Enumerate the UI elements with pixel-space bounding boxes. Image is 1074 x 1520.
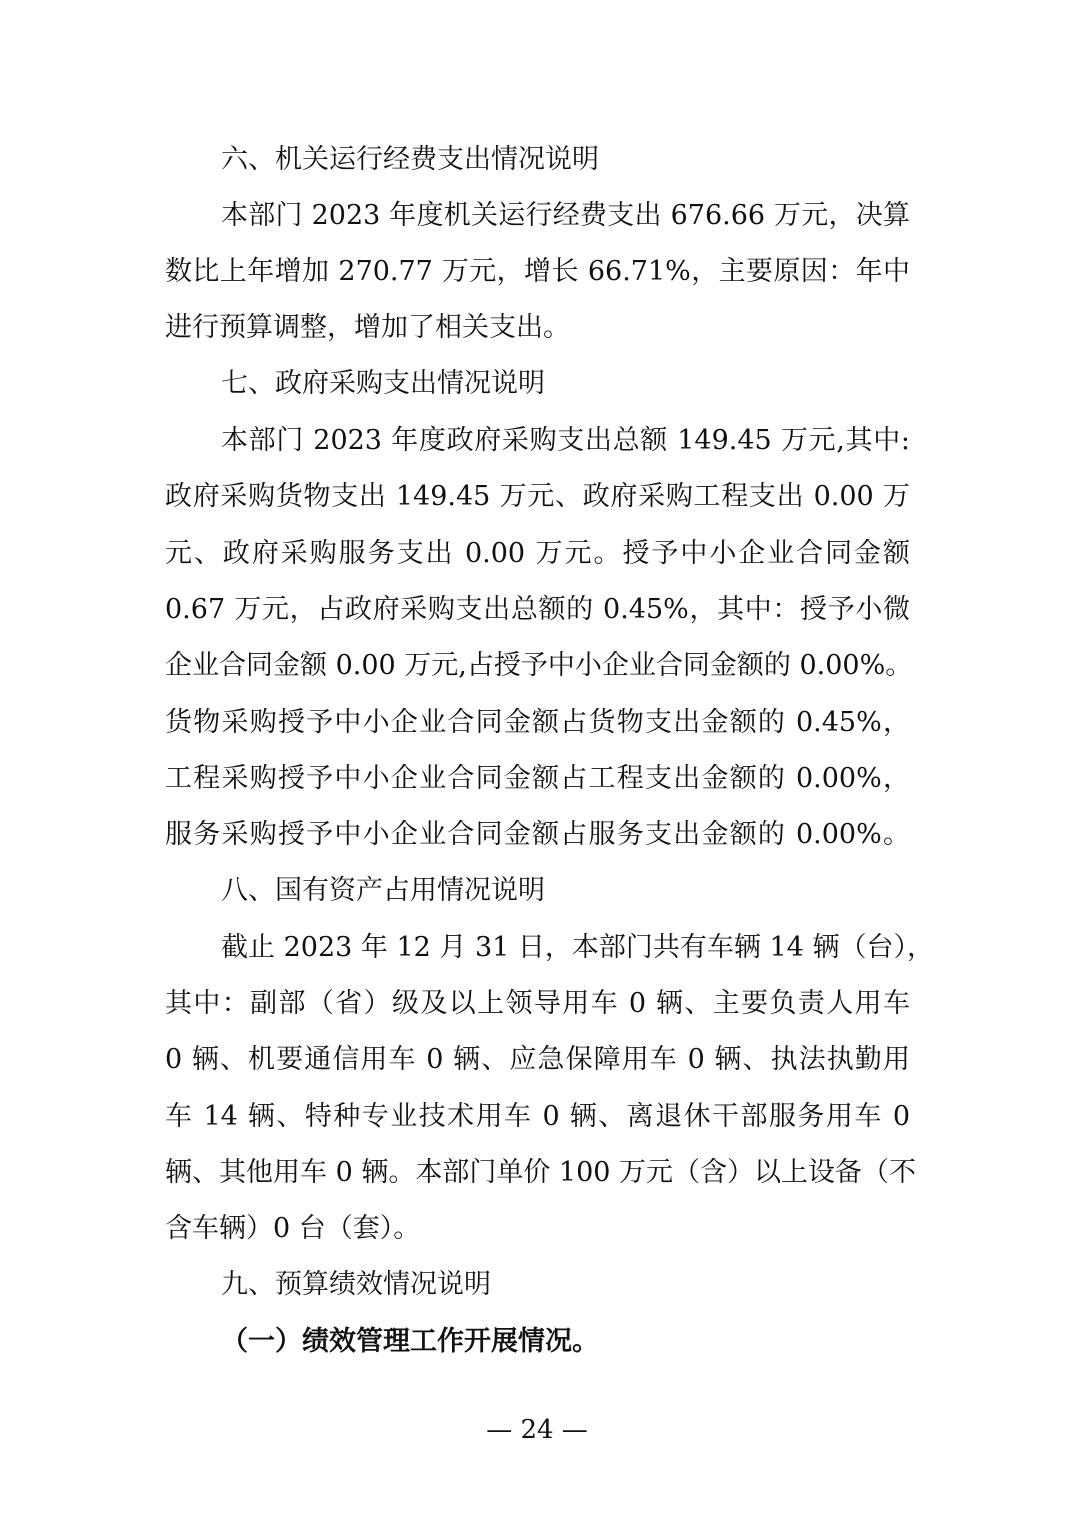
paragraph-line: 含车辆）0 台（套）。 (165, 1213, 421, 1244)
paragraph-line: 工程采购授予中小企业合同金额占工程支出金额的 0.00%， (165, 763, 910, 794)
paragraph-line: 车 14 辆、特种专业技术用车 0 辆、离退休干部服务用车 0 (165, 1101, 910, 1132)
paragraph-line: 本部门 2023 年度政府采购支出总额 149.45 万元,其中: (221, 425, 910, 456)
subsection-heading: （一）绩效管理工作开展情况。 (221, 1326, 599, 1357)
paragraph-line: 企业合同金额 0.00 万元,占授予中小企业合同金额的 0.00%。 (165, 650, 913, 681)
section-heading: 七、政府采购支出情况说明 (221, 368, 545, 399)
paragraph-line: 数比上年增加 270.77 万元，增长 66.71%，主要原因：年中 (165, 256, 910, 287)
paragraph-line: 元、政府采购服务支出 0.00 万元。授予中小企业合同金额 (165, 538, 910, 569)
section-heading: 六、机关运行经费支出情况说明 (221, 144, 599, 175)
section-heading: 九、预算绩效情况说明 (221, 1269, 491, 1300)
paragraph-line: 截止 2023 年 12 月 31 日，本部门共有车辆 14 辆（台）， (221, 932, 934, 963)
paragraph-line: 0 辆、机要通信用车 0 辆、应急保障用车 0 辆、执法执勤用 (165, 1044, 910, 1075)
paragraph-line: 辆、其他用车 0 辆。本部门单价 100 万元（含）以上设备（不 (165, 1157, 917, 1188)
paragraph-line: 其中：副部（省）级及以上领导用车 0 辆、主要负责人用车 (165, 988, 910, 1019)
paragraph-line: 服务采购授予中小企业合同金额占服务支出金额的 0.00%。 (165, 819, 910, 850)
paragraph-line: 货物采购授予中小企业合同金额占货物支出金额的 0.45%， (165, 707, 910, 738)
paragraph-line: 0.67 万元，占政府采购支出总额的 0.45%，其中：授予小微 (165, 594, 910, 625)
paragraph-line: 政府采购货物支出 149.45 万元、政府采购工程支出 0.00 万 (165, 481, 910, 512)
page-number: — 24 — (486, 1415, 588, 1445)
section-heading: 八、国有资产占用情况说明 (221, 875, 545, 906)
paragraph-line: 进行预算调整，增加了相关支出。 (165, 312, 570, 343)
paragraph-line: 本部门 2023 年度机关运行经费支出 676.66 万元，决算 (221, 200, 910, 231)
